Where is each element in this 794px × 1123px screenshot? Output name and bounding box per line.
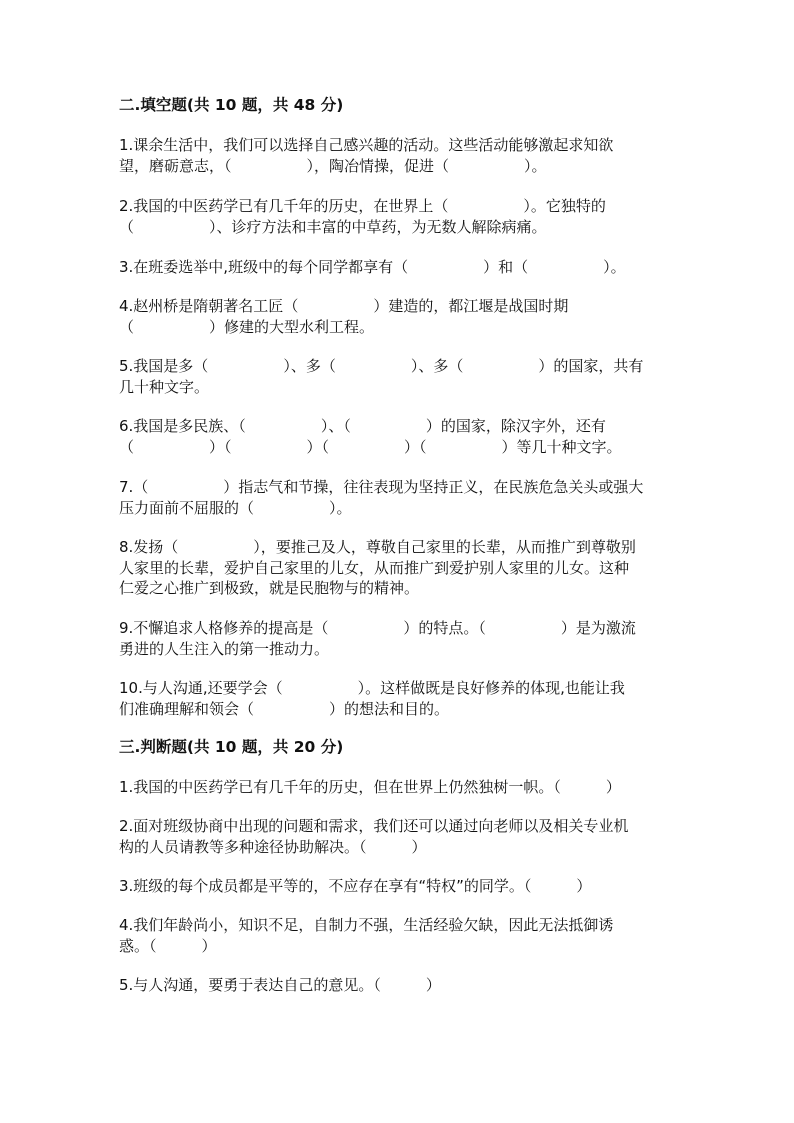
fill-question-7	[119, 477, 679, 518]
judge-question-1	[119, 777, 679, 798]
fill-question-4	[119, 296, 679, 337]
question-line: 3.班级的每个成员都是平等的，不应存在享有“特权”的同学。（ ）	[119, 877, 592, 895]
question-line: 压力面前不屈服的（ ）。	[119, 498, 352, 517]
question-line: （ ）、诊疗方法和丰富的中草药，为无数人解除病痛。	[119, 217, 547, 236]
question-line: 5.我国是多（ ）、多（ ）、多（ ）的国家，共有	[119, 357, 644, 375]
question-line: （ ）修建的大型水利工程。	[119, 317, 375, 336]
fill-question-3	[119, 257, 679, 278]
question-line: 2.面对班级协商中出现的问题和需求，我们还可以通过向老师以及相关专业机	[119, 817, 629, 835]
section-3-title	[119, 736, 679, 758]
question-line: 仁爱之心推广到极致，就是民胞物与的精神。	[119, 579, 420, 597]
judge-question-2	[119, 816, 679, 857]
fill-question-6	[119, 416, 679, 457]
question-line: 构的人员请教等多种途径协助解决。（ ）	[119, 837, 427, 856]
fill-question-10	[119, 678, 679, 719]
fill-question-1	[119, 135, 679, 176]
question-line: 几十种文字。	[119, 377, 210, 396]
question-line: 7.（ ）指志气和节操，往往表现为坚持正义，在民族危急关头或强大	[119, 478, 644, 496]
question-line: 10.与人沟通,还要学会（ ）。这样做既是良好修养的体现,也能让我	[119, 679, 625, 697]
question-line: 人家里的长辈，爱护自己家里的儿女，从而推广到爱护别人家里的儿女。这种	[119, 558, 630, 577]
question-line: （ ）（ ）（ ）（ ）等几十种文字。	[119, 437, 622, 456]
question-line: 们准确理解和领会（ ）的想法和目的。	[119, 699, 450, 718]
question-line: 1.课余生活中，我们可以选择自己感兴趣的活动。这些活动能够激起求知欲	[119, 136, 614, 154]
question-line: 惑。（ ）	[119, 936, 217, 955]
question-line: 4.我们年龄尚小，知识不足，自制力不强，生活经验欠缺，因此无法抵御诱	[119, 916, 614, 934]
question-line: 勇进的人生注入的第一推动力。	[119, 639, 330, 658]
section-title: 三.判断题(共 10 题，共 20 分)	[119, 738, 344, 756]
section-2-title	[119, 94, 679, 116]
question-line: 1.我国的中医药学已有几千年的历史，但在世界上仍然独树一帜。（ ）	[119, 778, 621, 796]
question-line: 9.不懈追求人格修养的提高是（ ）的特点。（ ）是为激流	[119, 619, 636, 637]
fill-question-9	[119, 618, 679, 659]
question-line: 3.在班委选举中,班级中的每个同学都享有（ ）和（ ）。	[119, 258, 626, 276]
question-line: 8.发扬（ ），要推己及人，尊敬自己家里的长辈，从而推广到尊敬别	[119, 538, 636, 556]
question-line: 6.我国是多民族、（ ）、（ ）的国家，除汉字外，还有	[119, 417, 606, 435]
question-line: 望，磨砺意志，（ ），陶冶情操，促进（ ）。	[119, 156, 547, 175]
judge-question-4	[119, 915, 679, 956]
section-title: 二.填空题(共 10 题，共 48 分)	[119, 96, 344, 114]
question-line: 5.与人沟通，要勇于表达自己的意见。（ ）	[119, 976, 441, 994]
fill-question-5	[119, 356, 679, 397]
judge-question-5	[119, 975, 679, 996]
question-line: 4.赵州桥是隋朝著名工匠（ ）建造的，都江堰是战国时期	[119, 297, 569, 315]
question-line: 2.我国的中医药学已有几千年的历史，在世界上（ ）。它独特的	[119, 197, 606, 215]
fill-question-2	[119, 196, 679, 237]
fill-question-8	[119, 537, 679, 599]
judge-question-3	[119, 876, 679, 897]
